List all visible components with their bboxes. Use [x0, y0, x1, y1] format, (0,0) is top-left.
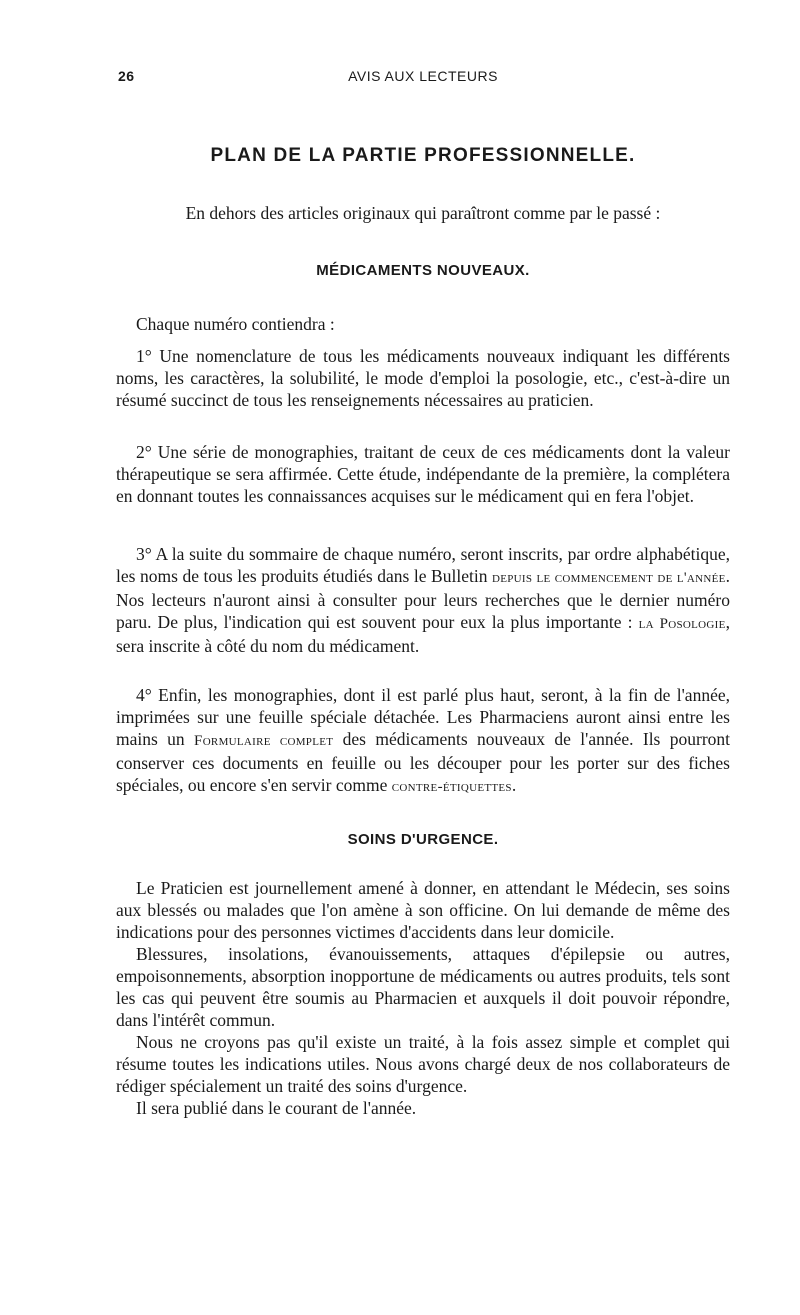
item-4-text-1: 4° Enfin, les monographies, dont il est parlé plus haut, seront, à la fin de l'année, imprimées sur une feuille spéciale détachée. Les Pharmaciens auront ainsi entre les mains un — [116, 685, 730, 749]
urgence-body — [116, 877, 730, 1119]
item-4-text-3: . — [511, 775, 517, 795]
item-4-smallcaps-1: Formulaire complet — [194, 733, 334, 749]
item-3-smallcaps-1: depuis le commencement de l'année — [492, 570, 726, 586]
item-4-smallcaps-2: contre-étiquettes — [391, 779, 512, 795]
running-title: AVIS AUX LECTEURS — [348, 68, 498, 84]
item-3-text-1: 3° A la suite du sommaire de chaque numéro, seront inscrits, par ordre alphabétique, les noms de tous les produits étudiés dans le Bulletin — [116, 544, 730, 586]
medicaments-item-4 — [116, 684, 730, 798]
page-title: PLAN DE LA PARTIE PROFESSIONNELLE. — [210, 145, 636, 166]
item-4-text-2: des médicaments nouveaux de l'année. Ils pourront conserver ces documents en feuille ou les découper pour les porter sur des fiches spéciales, ou encore s'en servir comme — [116, 729, 731, 795]
item-3-smallcaps-2: la Posologie — [638, 616, 726, 632]
intro-text: En dehors des articles originaux qui paraîtront comme par le passé : — [185, 203, 661, 223]
medicaments-item-3 — [116, 543, 730, 657]
page-number: 26 — [118, 68, 135, 84]
medicaments-lead: Chaque numéro contiendra : — [136, 314, 335, 334]
medicaments-item-1: 1° Une nomenclature de tous les médicaments nouveaux indiquant les différents noms, les caractères, la solubilité, le mode d'emploi la posologie, etc., c'est-à-dire un résumé succinct de tous les renseignements nécessaires au praticien. — [116, 346, 730, 410]
item-3-text-3: , sera inscrite à côté du nom du médicament. — [116, 612, 730, 656]
urgence-paragraph: Nous ne croyons pas qu'il existe un traité, à la fois assez simple et complet qui résume toutes les indications utiles. Nous avons chargé deux de nos collaborateurs de rédiger spécialement un traité des soins d'urgence. — [116, 1032, 730, 1096]
urgence-paragraph: Il sera publié dans le courant de l'année. — [136, 1098, 417, 1118]
section-heading-urgence: SOINS D'URGENCE. — [347, 831, 499, 848]
item-3-text-2: . Nos lecteurs n'auront ainsi à consulter pour leurs recherches que le dernier numéro paru. De plus, l'indication qui est souvent pour eux la plus importante : — [116, 566, 730, 632]
running-header — [118, 68, 728, 90]
medicaments-item-2: 2° Une série de monographies, traitant de ceux de ces médicaments dont la valeur thérapeutique se sera affirmée. Cette étude, indépendante de la première, la complétera en donnant toutes les connaissances acquises sur le médicament qui en fera l'objet. — [116, 442, 730, 506]
urgence-paragraph: Blessures, insolations, évanouissements, attaques d'épilepsie ou autres, empoisonnements, absorption inopportune de médicaments ou autres produits, tels sont les cas qui peuvent être soumis au Pharmacien et auxquels il doit pouvoir répondre, dans l'intérêt commun. — [116, 944, 730, 1030]
urgence-paragraph: Le Praticien est journellement amené à donner, en attendant le Médecin, ses soins aux blessés ou malades que l'on amène à son officine. On lui demande de même des indications pour des personnes victimes d'accidents dans leur domicile. — [116, 878, 730, 942]
section-heading-medicaments: MÉDICAMENTS NOUVEAUX. — [316, 262, 530, 279]
